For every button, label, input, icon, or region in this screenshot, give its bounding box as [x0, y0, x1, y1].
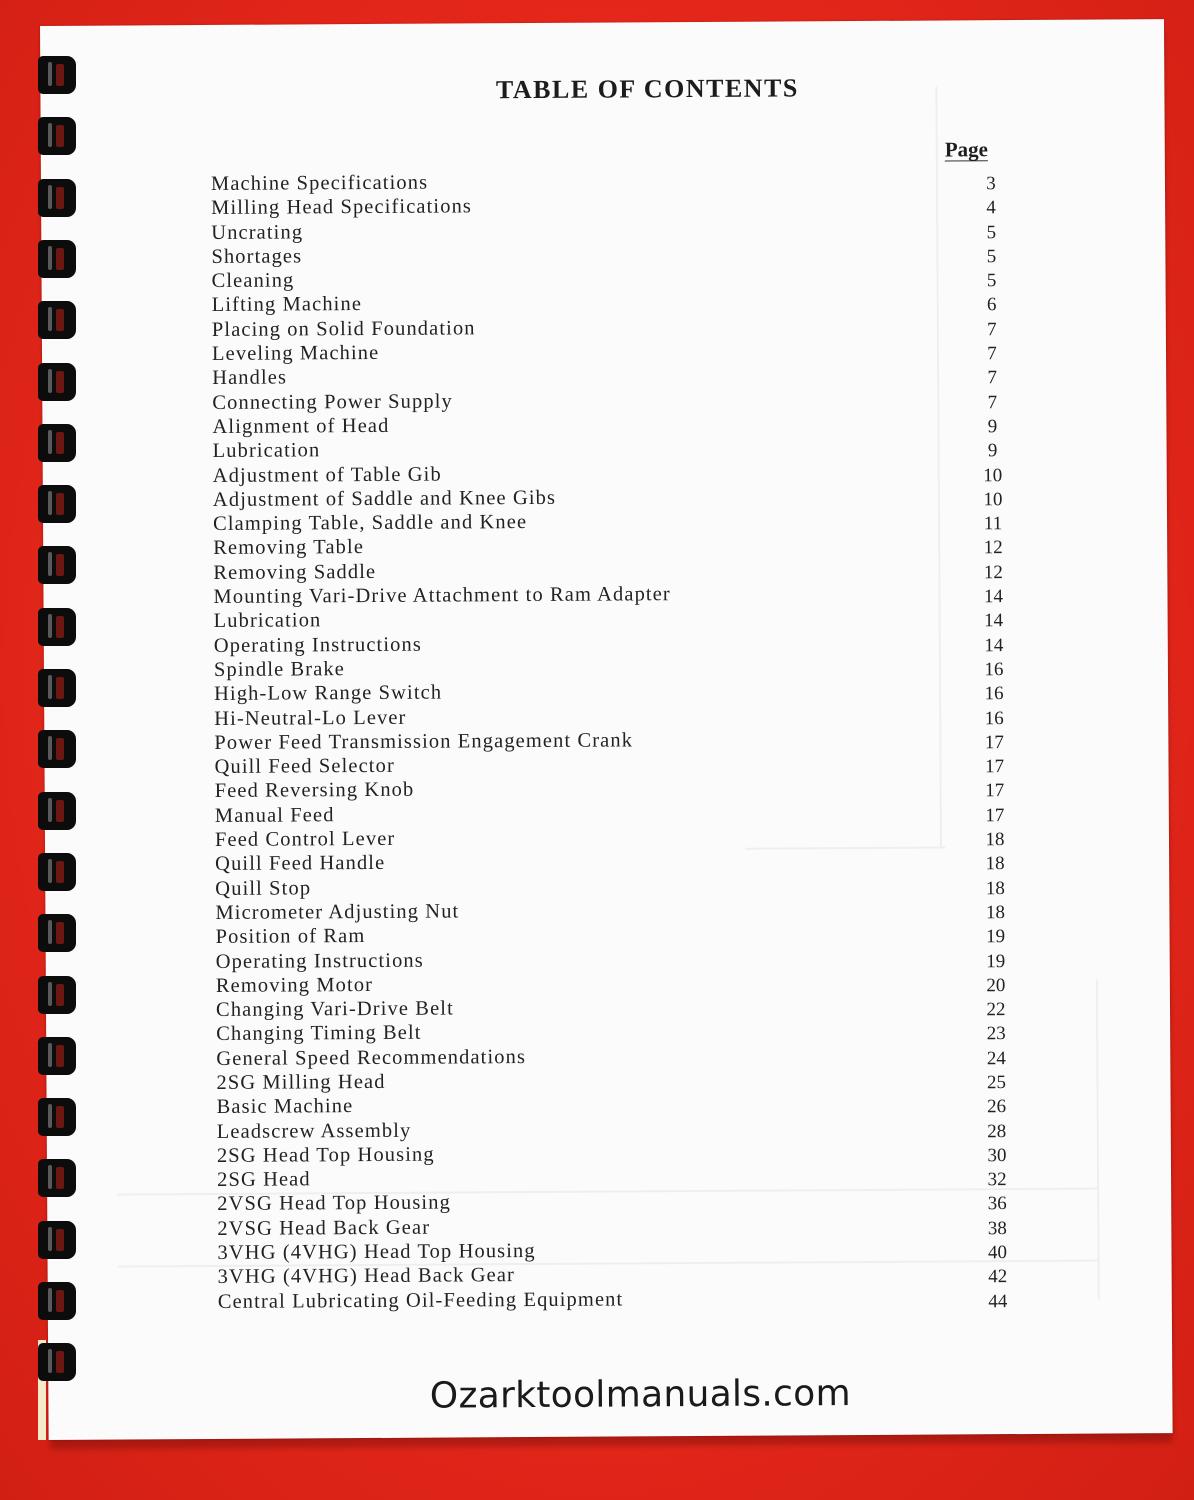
binding-coil: [34, 56, 78, 94]
toc-entry-label: Position of Ram: [215, 925, 366, 949]
binding-coil: [34, 1098, 78, 1136]
toc-entry-label: Leadscrew Assembly: [216, 1119, 412, 1143]
page-title: TABLE OF CONTENTS: [495, 73, 799, 105]
binding-coil: [34, 363, 78, 401]
toc-entry-page-number: 18: [985, 853, 1005, 875]
binding-coil: [34, 179, 78, 217]
toc-entry-page-number: 18: [985, 902, 1005, 924]
toc-entry-page-number: 10: [983, 488, 1003, 511]
binding-coil: [34, 485, 78, 523]
toc-entry-label: Manual Feed: [214, 803, 335, 827]
toc-entry-label: Adjustment of Saddle and Knee Gibs: [212, 486, 557, 511]
toc-entry-label: 2VSG Head Back Gear: [217, 1216, 431, 1240]
toc-entry-label: General Speed Recommendations: [216, 1045, 527, 1070]
toc-entry-page-number: 19: [986, 950, 1006, 972]
binding-coil: [34, 914, 78, 952]
toc-entry-label: Removing Motor: [215, 973, 374, 997]
toc-entry-label: Cleaning: [211, 269, 295, 293]
toc-entry-label: Spindle Brake: [213, 658, 346, 681]
toc-entry-page-number: 7: [987, 318, 997, 341]
binding-coil: [34, 792, 78, 830]
toc-entry-label: Mounting Vari-Drive Attachment to Ram Adapter: [213, 583, 671, 608]
toc-entry-page-number: 36: [987, 1193, 1007, 1215]
toc-entry-page-number: 38: [987, 1217, 1007, 1239]
toc-entry-label: 2VSG Head Top Housing: [217, 1191, 451, 1216]
toc-entry-page-number: 19: [986, 926, 1006, 948]
binding-coil: [34, 1037, 78, 1075]
show-through-line: [1096, 980, 1099, 1300]
page-column-header: Page: [944, 137, 988, 162]
toc-entry-label: Shortages: [211, 245, 303, 268]
toc-entry-page-number: 4: [986, 197, 996, 219]
toc-entry-label: 2SG Head: [216, 1168, 311, 1192]
toc-entry-label: Lifting Machine: [211, 293, 363, 317]
toc-entry-label: Machine Specifications: [210, 171, 429, 195]
toc-entry-page-number: 3: [986, 173, 996, 195]
binding-coil: [34, 608, 78, 646]
binding-coil: [34, 424, 78, 462]
toc-entry-label: Removing Saddle: [213, 560, 377, 584]
toc-entry-page-number: 18: [985, 829, 1005, 851]
toc-entry-label: Central Lubricating Oil-Feeding Equipment: [217, 1288, 624, 1313]
binding-coil: [34, 976, 78, 1014]
toc-entry-label: Milling Head Specifications: [211, 195, 473, 220]
toc-entry-label: Feed Control Lever: [214, 827, 396, 851]
toc-entry-label: 2SG Milling Head: [216, 1070, 386, 1094]
binding-coil: [34, 853, 78, 891]
toc-entry-page-number: 18: [985, 877, 1005, 899]
toc-entry-label: 2SG Head Top Housing: [216, 1143, 435, 1167]
toc-entry-page-number: 17: [985, 780, 1005, 802]
toc-entry-page-number: 26: [987, 1096, 1007, 1118]
toc-entry-page-number: 42: [988, 1266, 1008, 1288]
toc-entry-page-number: 7: [987, 367, 997, 389]
binding-coil: [34, 546, 78, 584]
toc-entry-label: Clamping Table, Saddle and Knee: [212, 511, 528, 536]
toc-entry-page-number: 6: [986, 294, 997, 316]
toc-entry-page-number: 5: [986, 221, 997, 243]
toc-entry-page-number: 14: [984, 610, 1004, 632]
toc-entry-label: Handles: [212, 366, 288, 390]
toc-entry-label: High-Low Range Switch: [214, 681, 443, 706]
toc-entry-label: Lubrication: [213, 609, 322, 633]
toc-entry-page-number: 30: [987, 1144, 1007, 1167]
toc-entry-label: Changing Timing Belt: [216, 1022, 422, 1046]
toc-entry-label: Leveling Machine: [211, 342, 380, 366]
toc-entry-label: Operating Instructions: [215, 949, 424, 973]
binding-coil: [34, 1221, 78, 1259]
binding-coil: [34, 117, 78, 155]
toc-entry-label: Alignment of Head: [212, 414, 390, 438]
binding-coil: [34, 669, 78, 707]
toc-entry-page-number: 7: [987, 343, 997, 365]
toc-entry-label: Hi-Neutral-Lo Lever: [214, 706, 407, 730]
toc-entry-page-number: 14: [984, 634, 1004, 656]
toc-entry-label: Placing on Solid Foundation: [211, 317, 476, 341]
toc-entry-page-number: 7: [987, 391, 998, 413]
toc-entry-page-number: 32: [987, 1169, 1007, 1191]
toc-entry-page-number: 14: [983, 586, 1004, 608]
binding-coil: [34, 1282, 78, 1320]
toc-entry-page-number: 40: [987, 1242, 1008, 1264]
toc-entry-page-number: 17: [984, 756, 1005, 778]
toc-entry-page-number: 12: [983, 537, 1003, 559]
toc-entry-label: Changing Vari-Drive Belt: [215, 997, 454, 1022]
toc-entry-page-number: 25: [986, 1072, 1007, 1094]
toc-entry-page-number: 9: [987, 440, 998, 462]
toc-entry-label: Uncrating: [211, 220, 304, 244]
toc-entry-page-number: 22: [986, 999, 1006, 1021]
toc-entry-page-number: 9: [987, 416, 998, 438]
toc-entry-page-number: 16: [984, 707, 1004, 729]
toc-entry-page-number: 11: [983, 513, 1003, 535]
toc-entry-label: Operating Instructions: [213, 633, 422, 657]
binding-coil: [34, 1343, 78, 1381]
toc-entry-page-number: 5: [986, 270, 997, 292]
website-watermark: Ozarktoolmanuals.com: [429, 1373, 852, 1417]
toc-entry-label: Micrometer Adjusting Nut: [215, 900, 460, 924]
toc-entry-page-number: 10: [983, 464, 1003, 486]
toc-entry-page-number: 16: [984, 683, 1004, 705]
toc-entry-label: Quill Feed Handle: [215, 852, 386, 876]
binding-coil: [34, 301, 78, 339]
toc-entry-page-number: 16: [984, 659, 1004, 681]
toc-entry-label: Quill Feed Selector: [214, 754, 395, 779]
binding-coil: [34, 730, 78, 768]
toc-entry-label: Connecting Power Supply: [212, 390, 453, 414]
toc-entry-page-number: 44: [988, 1290, 1008, 1312]
toc-entry-label: Quill Stop: [215, 876, 312, 900]
toc-entry-page-number: 12: [983, 561, 1003, 583]
toc-entry-label: Removing Table: [213, 536, 365, 560]
binding-coil: [34, 240, 78, 278]
toc-entry-label: Basic Machine: [216, 1095, 354, 1119]
toc-entry-label: Adjustment of Table Gib: [212, 463, 442, 487]
toc-entry-page-number: 28: [987, 1120, 1007, 1142]
toc-entry-label: Lubrication: [212, 439, 321, 463]
toc-entry-label: 3VHG (4VHG) Head Back Gear: [217, 1264, 516, 1289]
toc-entry: [218, 1286, 1018, 1315]
spiral-binding: [34, 56, 84, 1406]
toc-entry-label: 3VHG (4VHG) Head Top Housing: [217, 1240, 536, 1265]
toc-entry-label: Power Feed Transmission Engagement Crank: [214, 729, 634, 754]
toc-entry-label: Feed Reversing Knob: [214, 779, 415, 803]
toc-entry-page-number: 20: [986, 974, 1006, 997]
toc-list: [211, 168, 1018, 1315]
toc-entry-page-number: 17: [984, 731, 1004, 754]
toc-entry-page-number: 24: [986, 1047, 1006, 1069]
toc-entry-page-number: 5: [986, 246, 997, 268]
binding-coil: [34, 1159, 78, 1197]
toc-entry-page-number: 23: [986, 1023, 1006, 1045]
manual-page: [40, 19, 1173, 1440]
toc-entry-page-number: 17: [985, 804, 1005, 826]
